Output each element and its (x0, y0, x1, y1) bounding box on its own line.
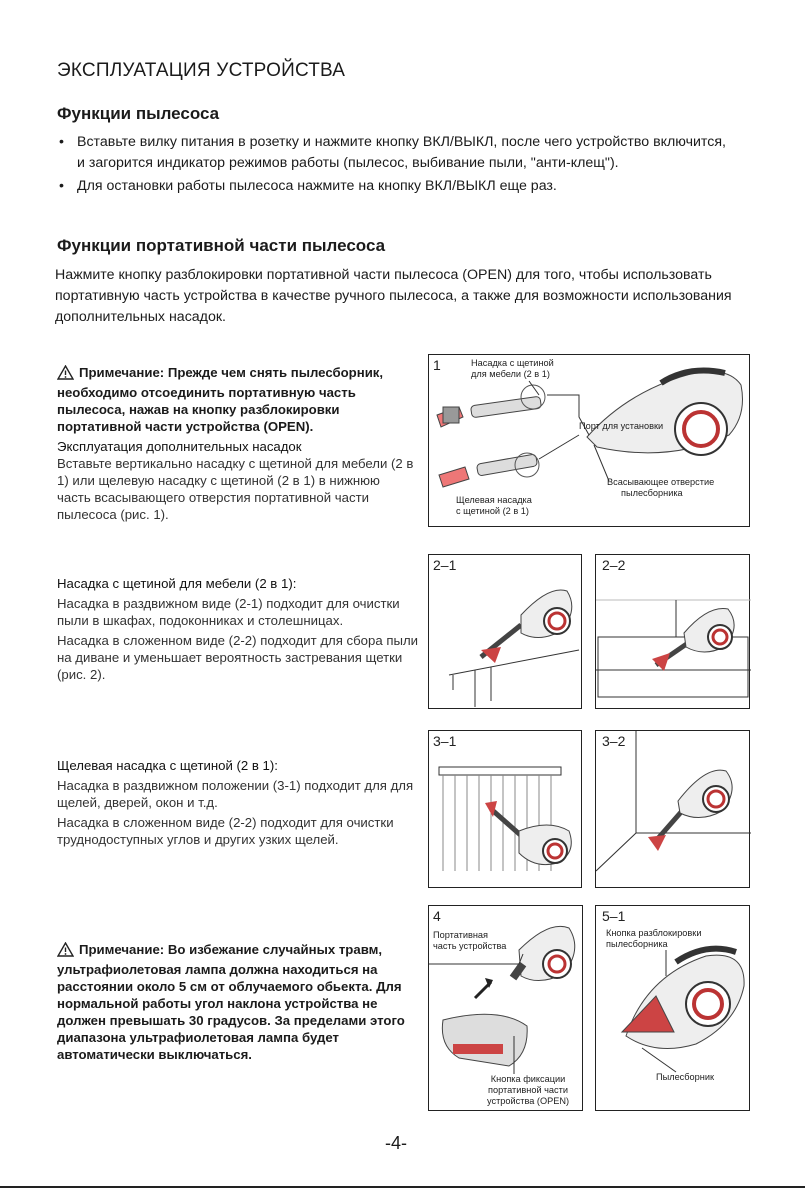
crevice-p1: Насадка в раздвижном положении (3-1) подходит для для щелей, дверей, окон и т.д. (57, 778, 414, 810)
page-title: ЭКСПЛУАТАЦИЯ УСТРОЙСТВА (57, 60, 346, 81)
figure-number: 1 (433, 357, 441, 373)
figure-caption: Кнопка фиксации портативной части устройства (OPEN) (487, 1074, 570, 1106)
figure-caption: Порт для установки (579, 421, 664, 431)
warning-icon (57, 365, 74, 384)
crevice-p2: Насадка в сложенном виде (2-2) подходит для очистки труднодоступных углов и других узких щелей. (57, 815, 394, 847)
figure-number: 3–1 (433, 733, 457, 749)
note-dustbin: Примечание: Прежде чем снять пылесборник, необходимо отсоединить портативную часть пылесоса, нажав на кнопку разблокировки портативной части устройства (OPEN). (57, 365, 384, 434)
crevice-heading: Щелевая насадка с щетиной (2 в 1): (57, 758, 278, 773)
figure-caption: Портативная часть устройства (433, 930, 507, 951)
figure-5-1 (595, 905, 750, 1111)
figure-3-2-illustration (596, 731, 751, 889)
figure-caption: Насадка с щетиной для мебели (2 в 1) (471, 358, 554, 379)
figure-number: 2–1 (433, 557, 457, 573)
brush-block (57, 575, 427, 683)
note-uv: Примечание: Во избежание случайных травм, ультрафиолетовая лампа должна находиться на расстоянии около 5 см от облучаемого обьекта. Для нормальной работы угол наклона устройства не должен превышать 30 градусов. За пределами этого диапазона ультрафиолетовая лампа будет автоматически выключаться. (57, 942, 405, 1062)
list-item: • Вставьте вилку питания в розетку и нажмите кнопку ВКЛ/ВЫКЛ, после чего устройство включится, и загорится индикатор режимов работы (пылесос, выбивание пыли, "анти-клещ"). (57, 132, 737, 174)
brush-heading: Насадка с щетиной для мебели (2 в 1): (57, 576, 297, 591)
figure-2-1 (428, 554, 582, 709)
figure-number: 3–2 (602, 733, 626, 749)
figure-number: 5–1 (602, 908, 626, 924)
figure-2-2 (595, 554, 750, 709)
crevice-block (57, 757, 427, 848)
figure-1 (428, 354, 750, 527)
figure-3-1 (428, 730, 582, 888)
figure-caption: Пылесборник (656, 1072, 714, 1082)
figure-number: 4 (433, 908, 441, 924)
figure-caption: Всасывающее отверстие пылесборника (607, 477, 715, 498)
section-heading-functions: Функции пылесоса (57, 104, 220, 123)
figure-2-1-illustration (429, 555, 583, 710)
bottom-divider (0, 1186, 805, 1188)
figure-2-2-illustration (596, 555, 751, 710)
figure-number: 2–2 (602, 557, 626, 573)
brush-p1: Насадка в раздвижном виде (2-1) подходит для очистки пыли в шкафах, подоконниках и столешницах. (57, 596, 400, 628)
attachments-text: Вставьте вертикально насадку с щетиной для мебели (2 в 1) или щелевую насадку с щетиной (2 в 1) в нижнюю часть всасывающего отверстия портативной части пылесоса (рис. 1). (57, 456, 414, 522)
warning-icon (57, 942, 74, 961)
page-number: -4- (385, 1133, 407, 1153)
list-item: • Для остановки работы пылесоса нажмите на кнопку ВКЛ/ВЫКЛ еще раз. (57, 176, 737, 197)
figure-3-1-illustration (429, 731, 583, 889)
figure-caption: Кнопка разблокировки пылесборника (606, 928, 702, 949)
section-heading-portable: Функции портативной части пылесоса (57, 236, 386, 255)
attachments-block (57, 438, 417, 523)
figure-caption: Щелевая насадка с щетиной (2 в 1) (456, 495, 532, 516)
portable-paragraph: Нажмите кнопку разблокировки портативной части пылесоса (OPEN) для того, чтобы использовать портативную часть устройства в качестве ручного пылесоса, а также для возможности использования дополнительных насадок. (55, 267, 732, 325)
brush-p2: Насадка в сложенном виде (2-2) подходит для сбора пыли на диване и уменьшает вероятность застревания щетки (рис. 2). (57, 633, 419, 682)
figure-4 (428, 905, 583, 1111)
functions-list (57, 132, 737, 199)
attachments-heading: Эксплуатация дополнительных насадок (57, 439, 302, 454)
figure-3-2 (595, 730, 750, 888)
